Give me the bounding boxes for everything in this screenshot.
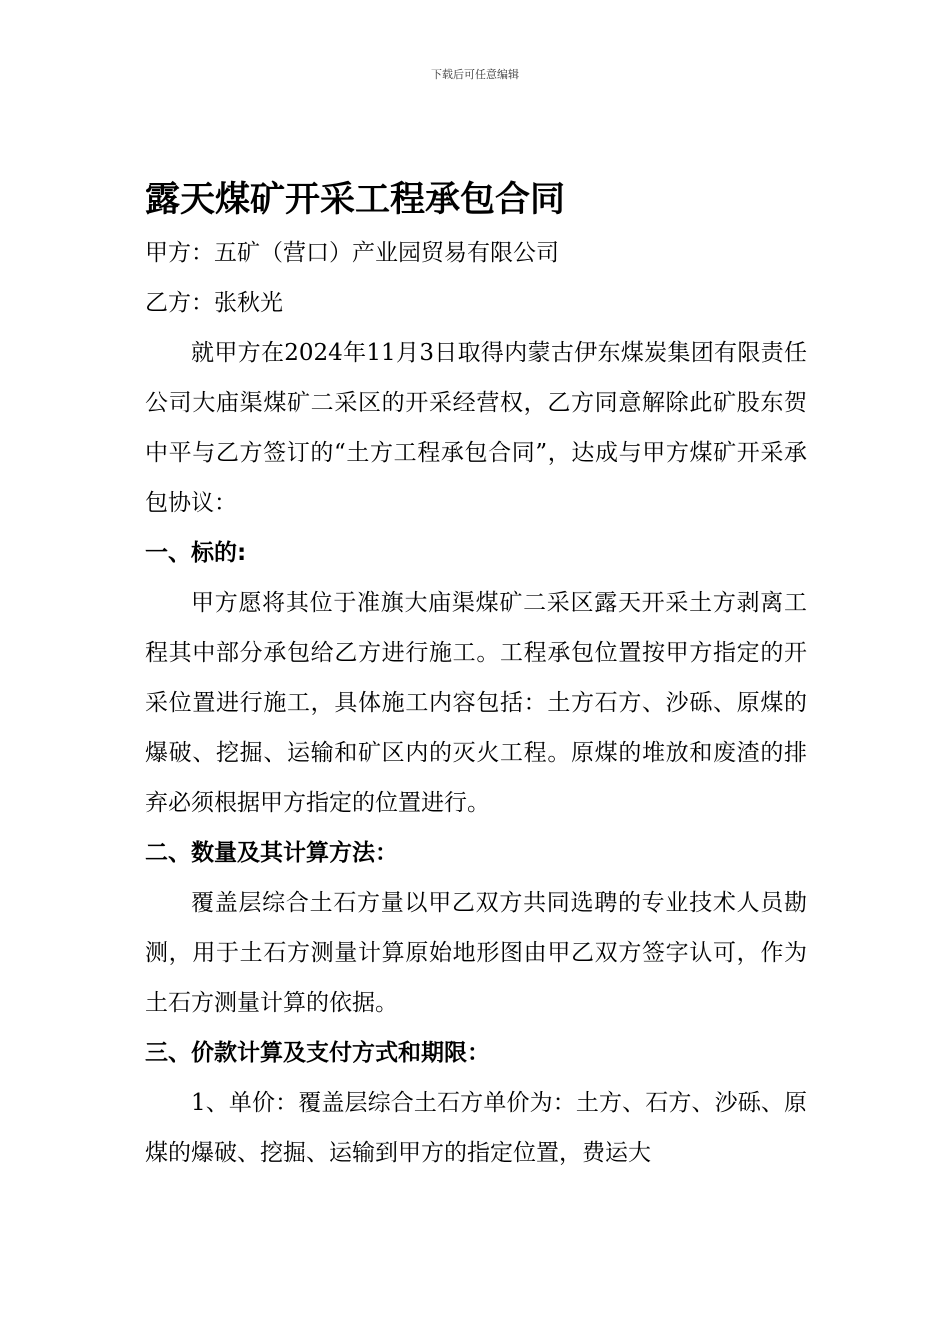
section-paragraph: 覆盖层综合土石方量以甲乙双方共同选聘的专业技术人员勘测，用于土石方测量计算原始地形图由甲乙双方签字认可，作为土石方测量计算的依据。 [145, 890, 807, 1016]
section-heading: 三、价款计算及支付方式和期限： [145, 1040, 490, 1066]
section-3 [145, 1028, 807, 1178]
document-body [145, 176, 807, 1178]
section-paragraph: 1、单价：覆盖层综合土石方单价为：土方、石方、沙砾、原煤的爆破、挖掘、运输到甲方的指定位置，费运大 [145, 1090, 807, 1166]
page-header-note: 下载后可任意编辑 [431, 68, 519, 81]
intro-paragraph: 就甲方在2024年11月3日取得内蒙古伊东煤炭集团有限责任公司大庙渠煤矿二采区的开采经营权，乙方同意解除此矿股东贺中平与乙方签订的“土方工程承包合同”，达成与甲方煤矿开采承包协议： [145, 340, 807, 516]
document-title: 露天煤矿开采工程承包合同 [145, 180, 566, 220]
party-a: 甲方：五矿（营口）产业园贸易有限公司 [145, 240, 559, 266]
section-1 [145, 528, 807, 828]
section-2 [145, 828, 807, 1028]
party-b: 乙方：张秋光 [145, 290, 283, 316]
section-heading: 二、数量及其计算方法： [145, 840, 398, 866]
section-heading: 一、标的: [145, 540, 247, 566]
section-paragraph: 甲方愿将其位于准旗大庙渠煤矿二采区露天开采土方剥离工程其中部分承包给乙方进行施工。工程承包位置按甲方指定的开采位置进行施工，具体施工内容包括：土方石方、沙砾、原煤的爆破、挖掘、运输和矿区内的灭火工程。原煤的堆放和废渣的排弃必须根据甲方指定的位置进行。 [145, 590, 807, 816]
